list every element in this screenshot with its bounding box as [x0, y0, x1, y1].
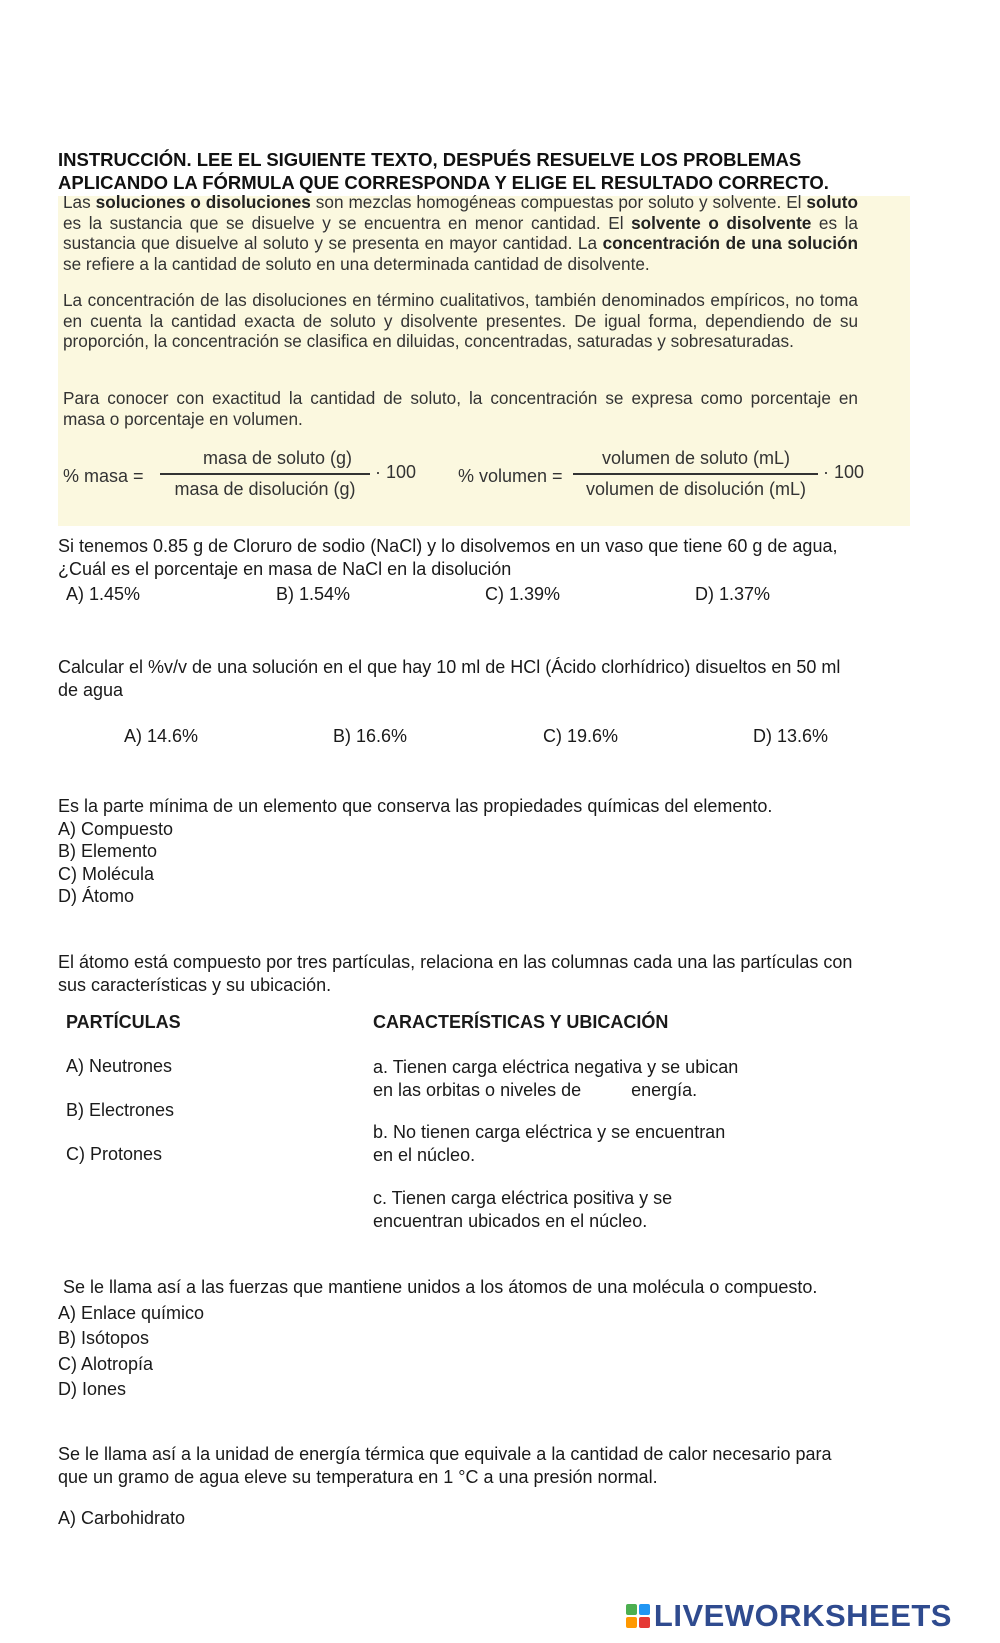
formula-factor: · 100: [823, 462, 865, 482]
option-c[interactable]: C) 19.6%: [543, 726, 619, 746]
option-c[interactable]: C) Molécula: [58, 863, 155, 884]
features-column-header: CARACTERÍSTICAS Y UBICACIÓN: [373, 1012, 669, 1032]
option-c[interactable]: C) Alotropía: [58, 1353, 154, 1374]
instruction-line-2: APLICANDO LA FÓRMULA QUE CORRESPONDA Y ELIGE EL RESULTADO CORRECTO.: [58, 172, 829, 193]
option-b[interactable]: B) Isótopos: [58, 1328, 150, 1348]
question-5: [58, 1275, 948, 1403]
particle-neutrons[interactable]: A) Neutrones: [66, 1056, 173, 1076]
bold-term: soluto: [806, 192, 858, 212]
text-run: Las: [63, 192, 96, 212]
feature-b-line-2: en el núcleo.: [373, 1144, 476, 1165]
question-6-line-1: Se le llama así a la unidad de energía térmica que equivale a la cantidad de calor necesario para: [58, 1444, 832, 1464]
reading-paragraph-3: Para conocer con exactitud la cantidad de soluto, la concentración se expresa como porcentaje en masa o porcentaje en volumen.: [63, 388, 858, 429]
feature-a-line-1: a. Tienen carga eléctrica negativa y se ubican: [373, 1057, 739, 1077]
option-d[interactable]: D) Átomo: [58, 886, 135, 906]
question-1-line-2: ¿Cuál es el porcentaje en masa de NaCl en la disolución: [58, 559, 512, 579]
question-1-line-1: Si tenemos 0.85 g de Cloruro de sodio (NaCl) y lo disolvemos en un vaso que tiene 60 g de agua,: [58, 536, 838, 556]
question-5-text: Se le llama así a las fuerzas que mantiene unidos a los átomos de una molécula o compuesto.: [58, 1277, 818, 1297]
option-a[interactable]: A) 1.45%: [66, 584, 141, 604]
particle-electrons[interactable]: B) Electrones: [66, 1100, 175, 1120]
text-run: es la sustancia que se disuelve y se encuentra en menor cantidad. El: [63, 212, 632, 233]
liveworksheets-logo: [626, 1598, 952, 1634]
option-a[interactable]: A) Compuesto: [58, 818, 174, 839]
feature-c-line-1: c. Tienen carga eléctrica positiva y se: [373, 1188, 673, 1208]
instruction-line-1: INSTRUCCIÓN. LEE EL SIGUIENTE TEXTO, DESPUÉS RESUELVE LOS PROBLEMAS: [58, 149, 802, 170]
logo-square: [639, 1617, 650, 1628]
formula-numerator: volumen de soluto (mL): [601, 448, 791, 468]
formula-denominator: masa de disolución (g): [174, 479, 356, 499]
option-c[interactable]: C) 1.39%: [485, 584, 561, 604]
question-4-line-1: El átomo está compuesto por tres partículas, relaciona en las columnas cada una las partículas con: [58, 952, 853, 972]
reading-paragraph-2: La concentración de las disoluciones en término cualitativos, también denominados empíricos, no toma en cuenta la cantidad exacta de soluto y disolvente presentes. De igual forma, dependiendo de su proporción, la concentración se clasifica en diluidas, concentradas, saturadas y sobresaturadas.: [63, 290, 858, 351]
instruction-heading: [58, 148, 938, 194]
particles-column-header: PARTÍCULAS: [66, 1012, 181, 1032]
option-a[interactable]: A) Carbohidrato: [58, 1508, 186, 1528]
particle-protons[interactable]: C) Protones: [66, 1144, 163, 1164]
option-d[interactable]: D) 13.6%: [753, 726, 829, 746]
formula-factor: · 100: [375, 462, 417, 482]
question-6-line-2: que un gramo de agua eleve su temperatura en 1 °C a una presión normal.: [58, 1467, 658, 1487]
option-b[interactable]: B) 1.54%: [276, 584, 351, 604]
bold-term: soluciones o disoluciones: [95, 192, 311, 212]
question-4-line-2: sus características y su ubicación.: [58, 975, 332, 995]
formula-numerator: masa de soluto (g): [202, 448, 353, 468]
question-3: [58, 795, 948, 908]
question-1: [58, 535, 948, 581]
logo-icon: [626, 1604, 650, 1628]
option-d[interactable]: D) 1.37%: [695, 584, 771, 604]
formula-lhs: % volumen =: [458, 466, 563, 486]
formula-mass-percent: [63, 448, 443, 508]
question-3-text: Es la parte mínima de un elemento que conserva las propiedades químicas del elemento.: [58, 796, 773, 816]
question-2-line-1: Calcular el %v/v de una solución en el que hay 10 ml de HCl (Ácido clorhídrico) disueltos en 50 ml: [58, 657, 841, 677]
feature-b-line-1: b. No tienen carga eléctrica y se encuentran: [373, 1122, 726, 1142]
question-2-line-2: de agua: [58, 680, 124, 700]
bold-term: solvente o disolvente: [631, 212, 812, 233]
feature-c-line-2: encuentran ubicados en el núcleo.: [373, 1210, 648, 1231]
option-b[interactable]: B) 16.6%: [333, 726, 408, 746]
formula-volume-percent: [458, 448, 868, 508]
logo-text: LIVEWORKSHEETS: [653, 1598, 952, 1633]
matching-columns: [0, 1012, 1000, 1242]
option-a[interactable]: A) 14.6%: [124, 726, 199, 746]
logo-square: [626, 1617, 637, 1628]
feature-a[interactable]: [373, 1056, 738, 1101]
formula-lhs: % masa =: [63, 466, 144, 486]
text-run: se refiere a la cantidad de soluto en una determinada cantidad de disolvente.: [63, 253, 650, 274]
option-b[interactable]: B) Elemento: [58, 841, 158, 861]
fraction-bar: [160, 473, 370, 475]
option-a[interactable]: A) Enlace químico: [58, 1302, 205, 1323]
question-4: [58, 951, 948, 997]
feature-a-line-2: en las orbitas o niveles de energía.: [373, 1079, 698, 1100]
logo-square: [626, 1604, 637, 1615]
feature-c[interactable]: [373, 1187, 672, 1232]
question-2: [58, 656, 948, 702]
feature-b[interactable]: [373, 1121, 725, 1166]
reading-passage: [58, 192, 910, 526]
reading-paragraph-1: [63, 192, 858, 274]
text-run: son mezclas homogéneas compuestas por soluto y solvente. El: [310, 192, 807, 212]
fraction-bar: [573, 473, 818, 475]
bold-term: concentración de una solución: [602, 233, 858, 253]
option-d[interactable]: D) Iones: [58, 1379, 127, 1399]
question-6: [58, 1443, 948, 1489]
text-run: es la sustancia que disuelve al soluto y se presenta en mayor cantidad. La: [63, 212, 858, 253]
logo-square: [639, 1604, 650, 1615]
formula-denominator: volumen de disolución (mL): [585, 479, 807, 499]
